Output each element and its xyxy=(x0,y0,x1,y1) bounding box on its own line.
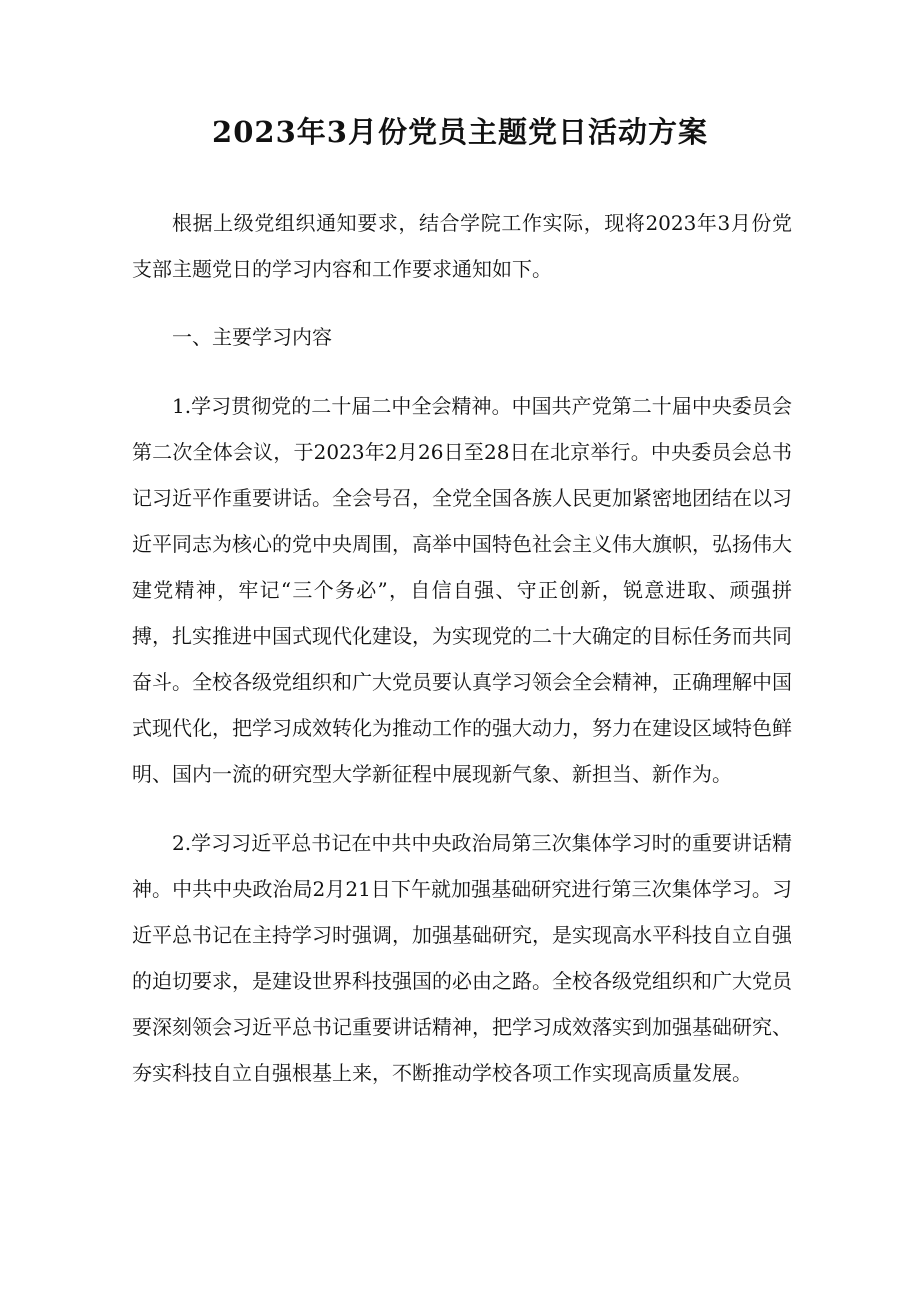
section-heading: 一、主要学习内容 xyxy=(172,325,332,349)
study-item-2: 2.学习习近平总书记在中共中央政治局第三次集体学习时的重要讲话精神。中共中央政治局2月21日下午就加强基础研究进行第三次集体学习。习近平总书记在主持学习时强调，加强基础研究，是实现高水平科技自立自强的迫切要求，是建设世界科技强国的必由之路。全校各级党组织和广大党员要深刻领会习近平总书记重要讲话精神，把学习成效落实到加强基础研究、夯实科技自立自强根基上来，不断推动学校各项工作实现高质量发展。 xyxy=(132,831,792,1085)
study-item-1: 1.学习贯彻党的二十届二中全会精神。中国共产党第二十届中央委员会第二次全体会议，于2023年2月26日至28日在北京举行。中央委员会总书记习近平作重要讲话。全会号召，全党全国各族人民更加紧密地团结在以习近平同志为核心的党中央周围，高举中国特色社会主义伟大旗帜，弘扬伟大建党精神，牢记“三个务必”，自信自强、守正创新，锐意进取、顽强拼搏，扎实推进中国式现代化建设，为实现党的二十大确定的目标任务而共同奋斗。全校各级党组织和广大党员要认真学习领会全会精神，正确理解中国式现代化，把学习成效转化为推动工作的强大动力，努力在建设区域特色鲜明、国内一流的研究型大学新征程中展现新气象、新担当、新作为。 xyxy=(132,394,792,786)
document-title: 2023年3月份党员主题党日活动方案 xyxy=(212,115,708,149)
intro-paragraph: 根据上级党组织通知要求，结合学院工作实际，现将2023年3月份党支部主题党日的学习内容和工作要求通知如下。 xyxy=(132,211,792,281)
